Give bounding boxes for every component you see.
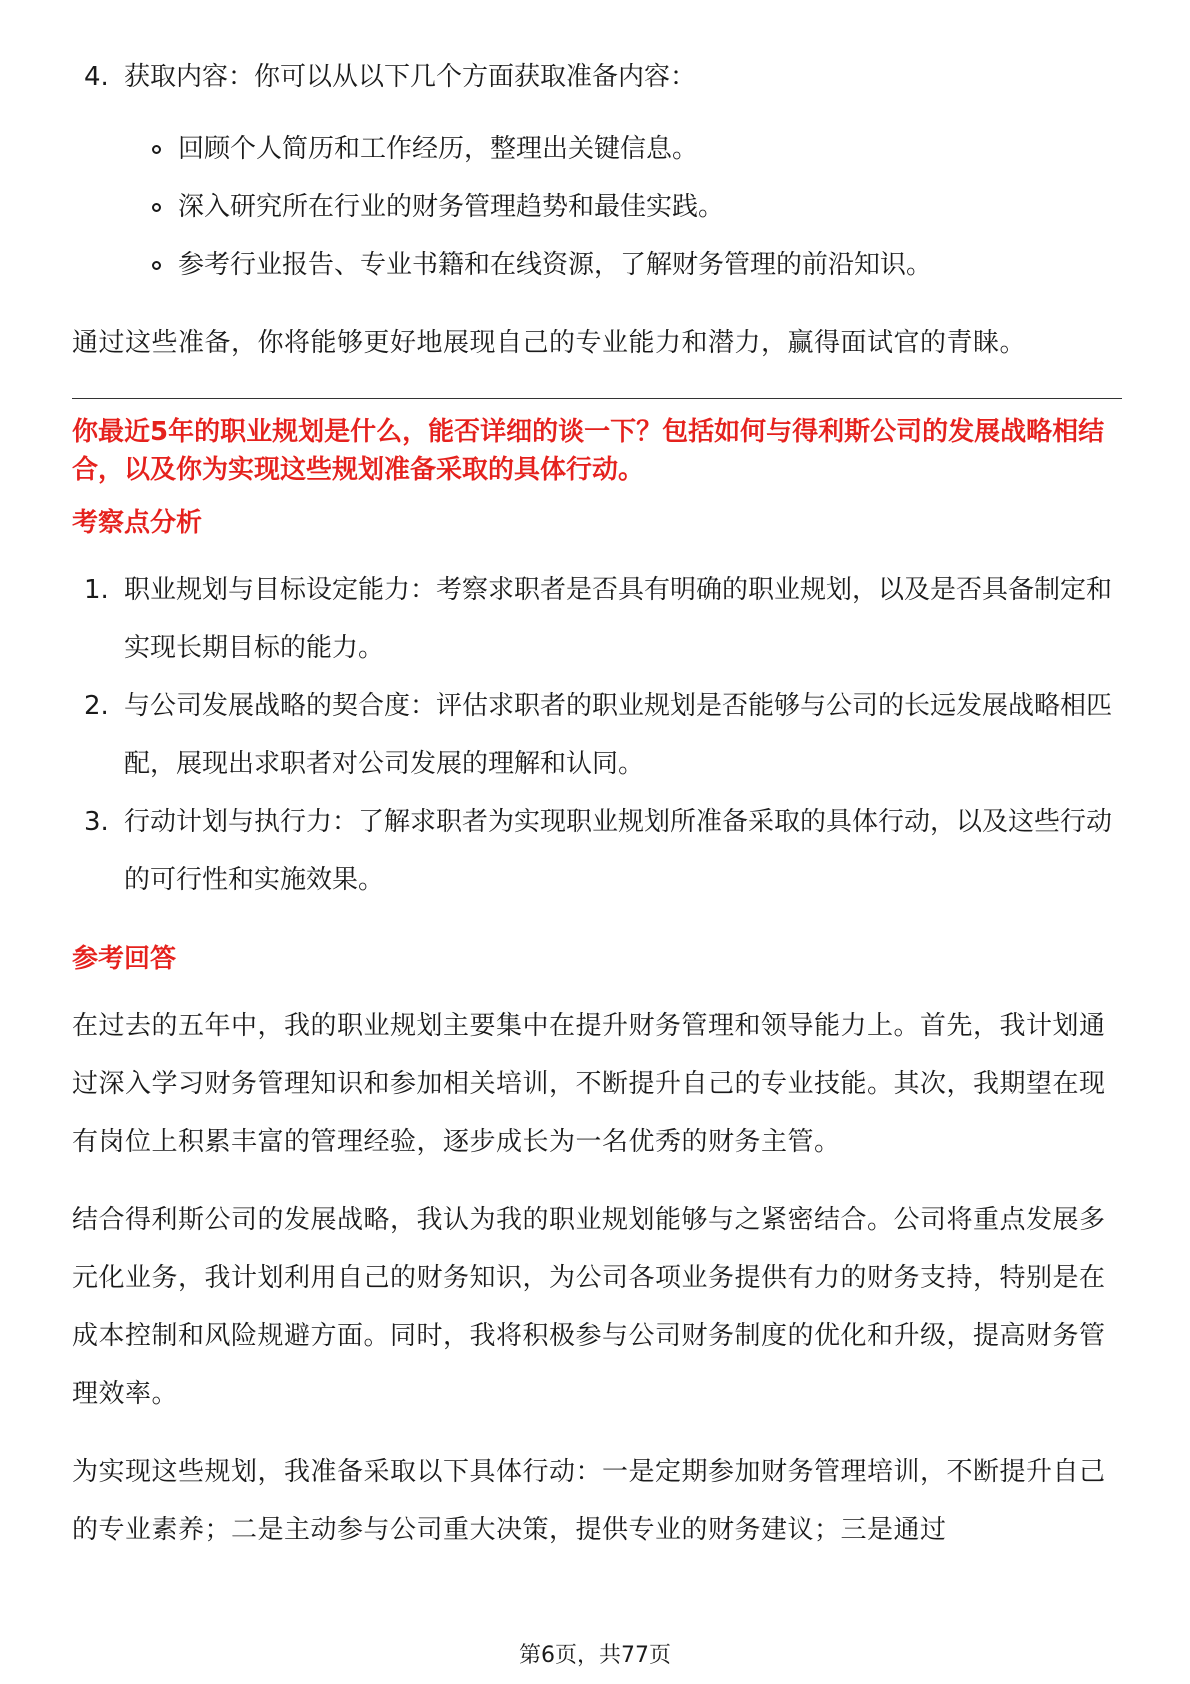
analysis-item-3	[72, 793, 1122, 909]
bullet-item	[72, 120, 1122, 178]
reference-paragraph-1: 在过去的五年中，我的职业规划主要集中在提升财务管理和领导能力上。首先，我计划通过深入学习财务管理知识和参加相关培训，不断提升自己的专业技能。其次，我期望在现有岗位上积累丰富的管理经验，逐步成长为一名优秀的财务主管。	[72, 1011, 1106, 1157]
section-divider	[72, 398, 1122, 399]
bullet-circle-icon	[152, 261, 161, 270]
reference-heading: 参考回答	[72, 944, 177, 974]
list-number: 2.	[84, 691, 109, 721]
analysis-item-2	[72, 677, 1122, 793]
bullet-circle-icon	[152, 203, 161, 212]
analysis-item-text: 职业规划与目标设定能力：考察求职者是否具有明确的职业规划，以及是否具备制定和实现长期目标的能力。	[124, 575, 1113, 663]
analysis-list	[72, 561, 1122, 909]
page-number-footer: 第6页，共77页	[519, 1643, 671, 1668]
bullet-text: 深入研究所在行业的财务管理趋势和最佳实践。	[178, 192, 725, 222]
bullet-text: 参考行业报告、专业书籍和在线资源，了解财务管理的前沿知识。	[178, 250, 933, 280]
interview-question: 你最近5年的职业规划是什么，能否详细的谈一下？包括如何与得利斯公司的发展战略相结合，以及你为实现这些规划准备采取的具体行动。	[72, 417, 1105, 485]
bullet-item	[72, 236, 1122, 294]
bullet-text: 回顾个人简历和工作经历，整理出关键信息。	[178, 134, 699, 164]
reference-paragraph-3: 为实现这些规划，我准备采取以下具体行动：一是定期参加财务管理培训，不断提升自己的专业素养；二是主动参与公司重大决策，提供专业的财务建议；三是通过	[72, 1457, 1106, 1545]
preparation-list	[72, 48, 1122, 106]
reference-paragraph-2: 结合得利斯公司的发展战略，我认为我的职业规划能够与之紧密结合。公司将重点发展多元化业务，我计划利用自己的财务知识，为公司各项业务提供有力的财务支持，特别是在成本控制和风险规避方面。同时，我将积极参与公司财务制度的优化和升级，提高财务管理效率。	[72, 1205, 1106, 1409]
analysis-item-text: 行动计划与执行力：了解求职者为实现职业规划所准备采取的具体行动，以及这些行动的可行性和实施效果。	[124, 807, 1113, 895]
bullet-item	[72, 178, 1122, 236]
analysis-item-1	[72, 561, 1122, 677]
bullet-circle-icon	[152, 145, 161, 154]
list-number: 1.	[84, 575, 109, 605]
analysis-item-text: 与公司发展战略的契合度：评估求职者的职业规划是否能够与公司的长远发展战略相匹配，展现出求职者对公司发展的理解和认同。	[124, 691, 1113, 779]
list-item-4	[72, 48, 1122, 106]
summary-paragraph: 通过这些准备，你将能够更好地展现自己的专业能力和潜力，赢得面试官的青睐。	[72, 328, 1027, 358]
list-number: 4.	[84, 62, 109, 92]
page-content	[72, 48, 1122, 1559]
list-item-text: 获取内容：你可以从以下几个方面获取准备内容：	[124, 62, 697, 92]
bullet-list	[72, 120, 1122, 294]
analysis-heading: 考察点分析	[72, 508, 203, 538]
list-number: 3.	[84, 807, 109, 837]
